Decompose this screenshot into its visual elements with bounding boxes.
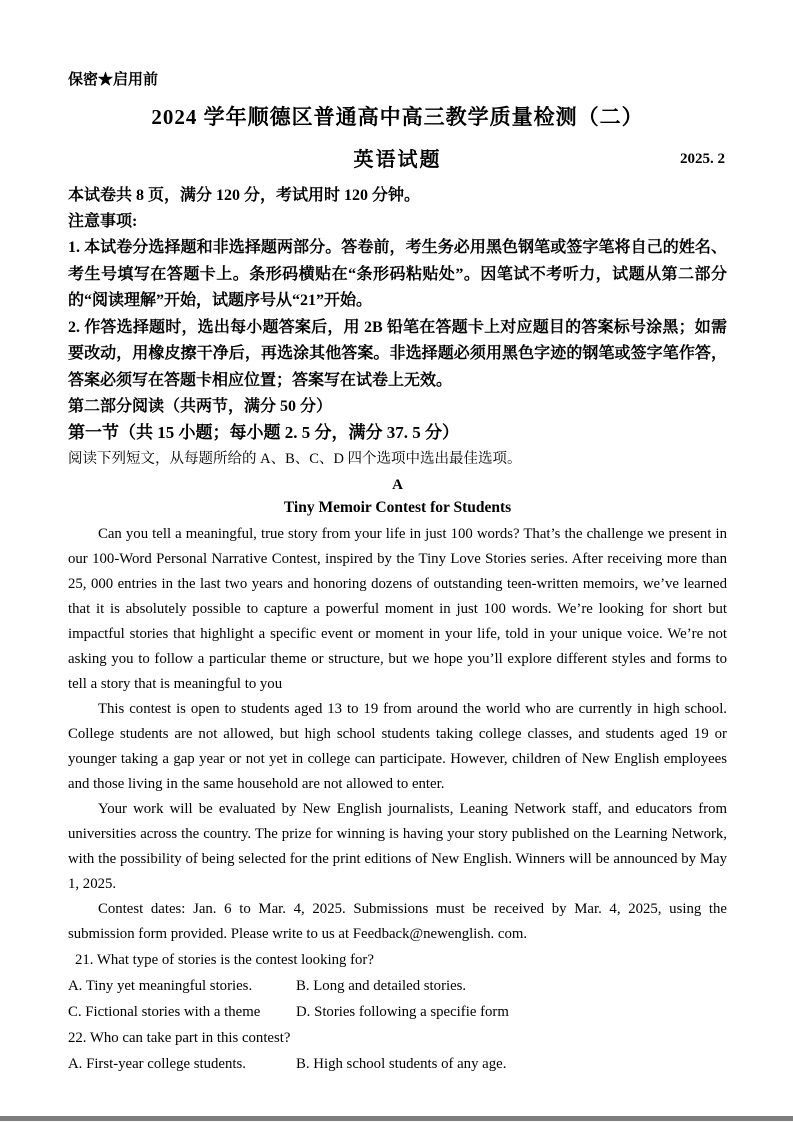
section-heading: 第二部分阅读（共两节，满分 50 分） xyxy=(68,398,333,415)
question-21-options-row-2 xyxy=(68,999,727,1025)
exam-info: 本试卷共 8 页，满分 120 分，考试用时 120 分钟。 xyxy=(68,187,421,204)
passage-label: A xyxy=(392,477,403,493)
question-21-option-c: C. Fictional stories with a theme xyxy=(68,1004,261,1020)
subject-title: 英语试题 xyxy=(353,149,442,171)
question-22: 22. Who can take part in this contest? xyxy=(68,1030,291,1046)
question-22-options-row-1 xyxy=(68,1051,727,1077)
passage-paragraph-3: Your work will be evaluated by New English journalists, Leaning Network staff, and educators from universities across the country. The prize for winning is having your story published on the Learning Network, with the possibility of being selected for the print editions of New English. Winners will be announced by May 1, 2025. xyxy=(68,801,727,892)
note-item-1: 1. 本试卷分选择题和非选择题两部分。答卷前，考生务必用黑色钢笔或签字笔将自己的姓名、 考生号填写在答题卡上。条形码横贴在“条形码粘贴处”。因笔试不考听力，试题从第二部分的“阅读理解”开始，试题序号从“21”开始。 xyxy=(68,239,727,309)
exam-date: 2025. 2 xyxy=(680,151,725,167)
subject-row xyxy=(68,146,727,174)
security-notice: 保密★启用前 xyxy=(68,72,159,88)
reading-directions: 阅读下列短文，从每题所给的 A、B、C、D 四个选项中选出最佳选项。 xyxy=(68,451,522,467)
notes-heading: 注意事项: xyxy=(68,213,138,230)
passage-title: Tiny Memoir Contest for Students xyxy=(283,499,512,516)
question-21-option-d: D. Stories following a specifie form xyxy=(296,1004,509,1020)
exam-title: 2024 学年顺德区普通高中高三教学质量检测（二） xyxy=(151,105,644,129)
subsection-heading: 第一节（共 15 小题；每小题 2. 5 分，满分 37. 5 分） xyxy=(68,423,459,442)
page-bottom-edge xyxy=(0,1116,793,1121)
question-22-option-a: A. First-year college students. xyxy=(68,1056,246,1072)
passage-paragraph-1: Can you tell a meaningful, true story from your life in just 100 words? That’s the challenge we present in our 100-Word Personal Narrative Contest, inspired by the Tiny Love Stories series. After receiving more than 25, 000 entries in the last two years and honoring dozens of outstanding teen-written memoirs, we’ve learned that it is absolutely possible to capture a powerful moment in just 100 words. We’re looking for short but impactful stories that highlight a specific event or moment in your life, told in your unique voice. We’re not asking you to follow a particular theme or structure, but we hope you’ll explore different styles and forms to tell a story that is meaningful to you xyxy=(68,526,727,692)
question-22-option-b: B. High school students of any age. xyxy=(296,1056,507,1072)
question-21-option-b: B. Long and detailed stories. xyxy=(296,978,467,994)
passage-paragraph-4: Contest dates: Jan. 6 to Mar. 4, 2025. Submissions must be received by Mar. 4, 2025, using the submission form provided. Please write to us at Feedback@newenglish. com. xyxy=(68,901,727,942)
passage-paragraph-2: This contest is open to students aged 13 to 19 from around the world who are currently in high school. College students are not allowed, but high school students taking college classes, and students aged 19 or younger taking a gap year or not yet in college can participate. However, children of New English employees and those living in the same household are not allowed to enter. xyxy=(68,701,727,792)
question-21: 21. What type of stories is the contest looking for? xyxy=(75,952,374,968)
question-21-option-a: A. Tiny yet meaningful stories. xyxy=(68,978,253,994)
question-21-options-row-1 xyxy=(68,973,727,999)
note-item-2: 2. 作答选择题时，选出每小题答案后，用 2B 铅笔在答题卡上对应题目的答案标号涂黑；如需 要改动，用橡皮擦干净后，再选涂其他答案。非选择题必须用黑色字迹的钢笔或签字笔作答， 答案必须写在答题卡相应位置；答案写在试卷上无效。 xyxy=(68,318,727,389)
